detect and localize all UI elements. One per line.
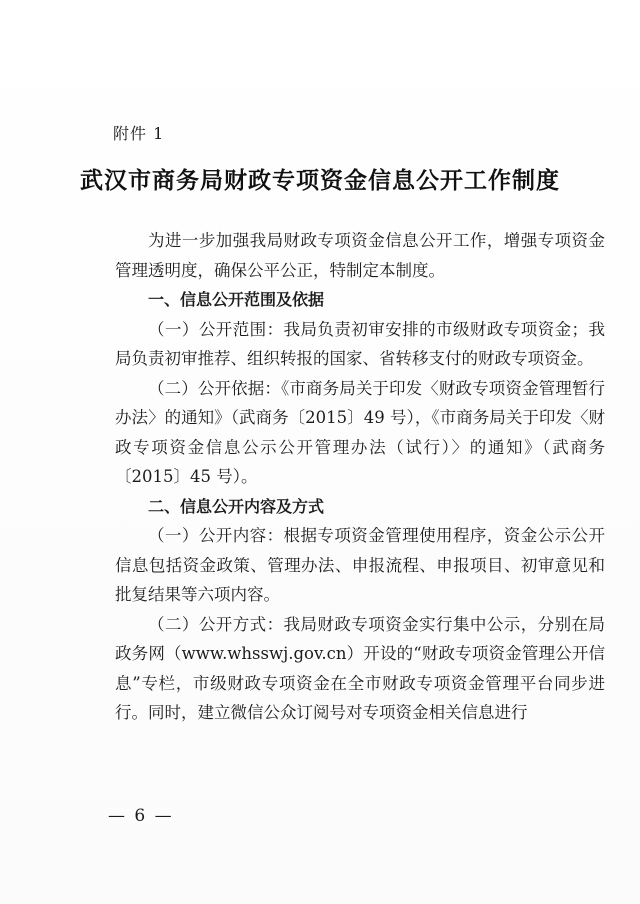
intro-paragraph: 为进一步加强我局财政专项资金信息公开工作，增强专项资金管理透明度，确保公平公正，特制定本制度。 <box>115 231 605 280</box>
page-number: — 6 — <box>108 806 174 826</box>
attachment-label: 附件 1 <box>113 124 165 143</box>
document-title: 武汉市商务局财政专项资金信息公开工作制度 <box>80 167 560 194</box>
content-paragraph: （一）公开内容：根据专项资金管理使用程序，资金公示公开信息包括资金政策、管理办法、申报流程、申报项目、初审意见和批复结果等六项内容。 <box>115 526 605 604</box>
method-paragraph: （二）公开方式：我局财政专项资金实行集中公示，分别在局政务网（www.whsswj.gov.cn）开设的“财政专项资金管理公开信息”专栏，市级财政专项资金在全市财政专项资金管理平台同步进行。同时，建立微信公众订阅号对专项资金相关信息进行 <box>115 614 605 722</box>
scope-paragraph: （一）公开范围：我局负责初审安排的市级财政专项资金；我局负责初审推荐、组织转报的国家、省转移支付的财政专项资金。 <box>115 319 605 368</box>
document-body <box>115 226 605 728</box>
section-heading-1: 一、信息公开范围及依据 <box>148 290 325 309</box>
section-heading-2: 二、信息公开内容及方式 <box>148 496 325 516</box>
basis-paragraph: （二）公开依据：《市商务局关于印发〈财政专项资金管理暂行办法〉的通知》（武商务〔2015〕49 号），《市商务局关于印发〈财政专项资金信息公示公开管理办法（试行）〉的通知》（武商务〔2015〕45 号）。 <box>115 378 605 486</box>
